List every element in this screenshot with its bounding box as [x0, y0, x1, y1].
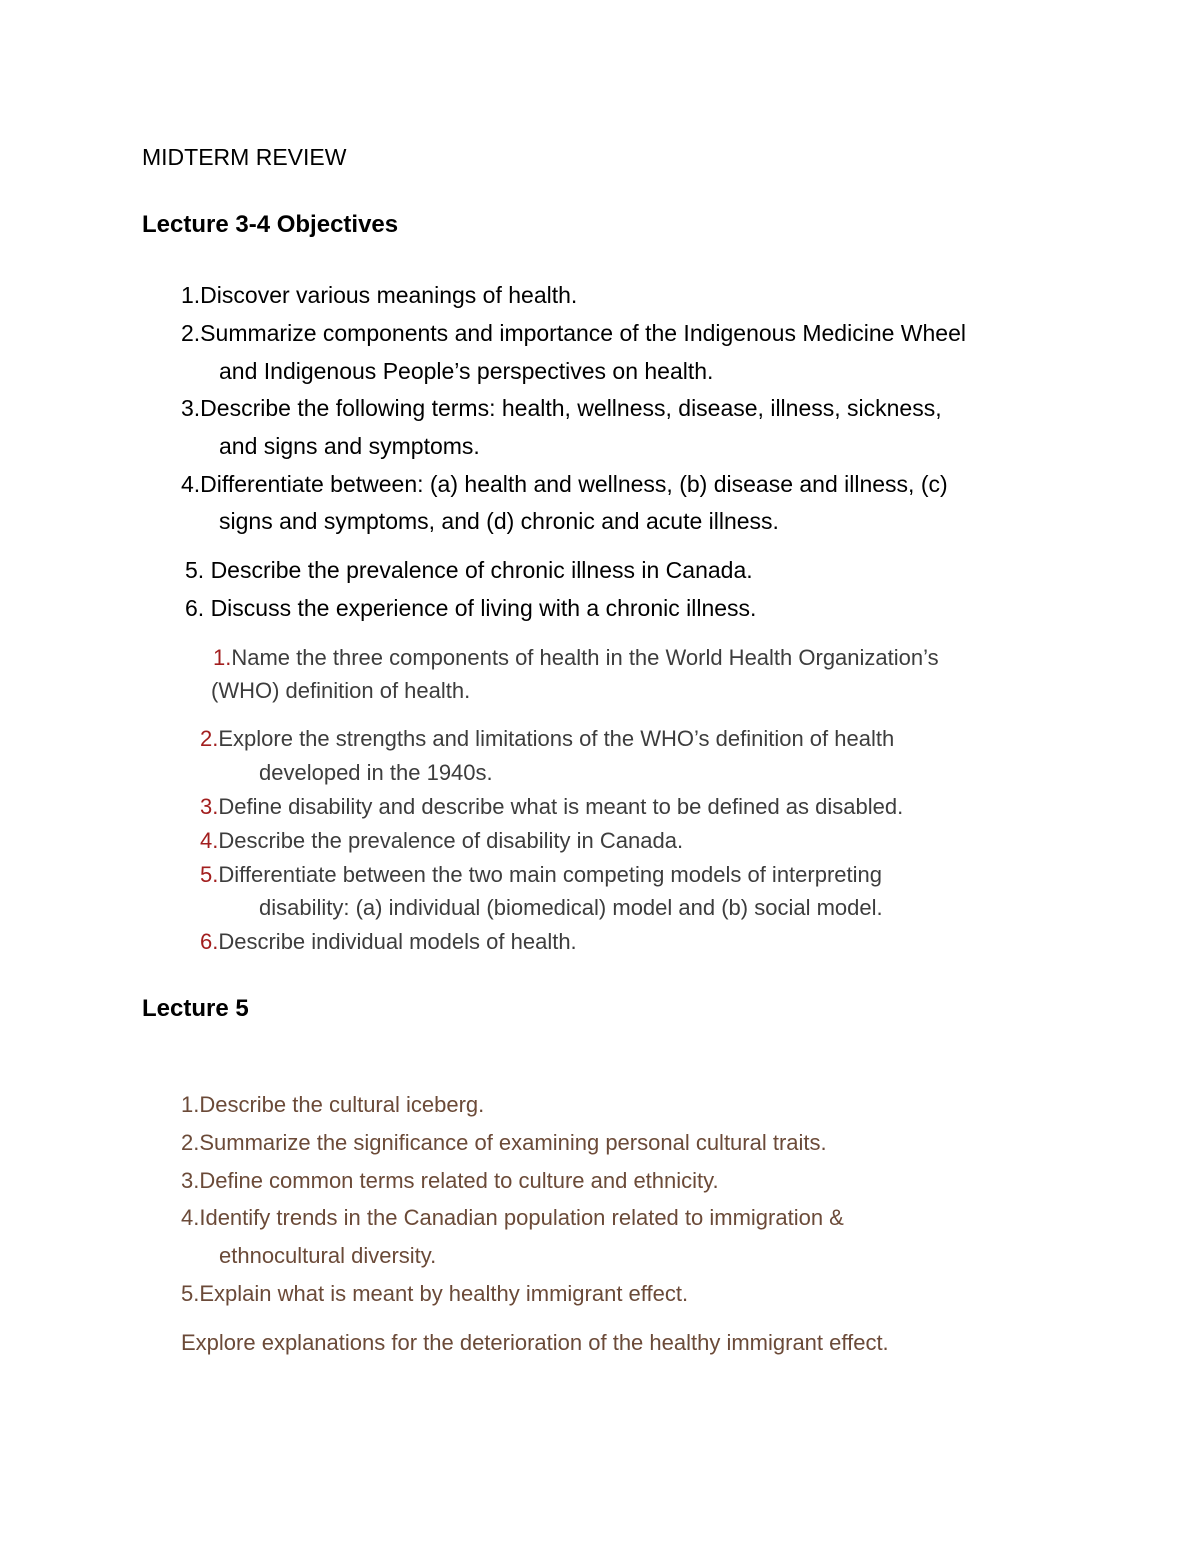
list-item: 2.Summarize components and importance of the Indigenous Medicine Wheel	[181, 320, 966, 346]
list-item: 3.Describe the following terms: health, wellness, disease, illness, sickness,	[181, 395, 942, 421]
list-item	[200, 860, 882, 890]
list-item-continuation: and signs and symptoms.	[219, 433, 480, 459]
item-number: 6.	[200, 929, 219, 954]
list-item: 6. Discuss the experience of living with a chronic illness.	[185, 595, 757, 621]
list-item-continuation: disability: (a) individual (biomedical) model and (b) social model.	[259, 895, 883, 920]
item-text: Describe individual models of health.	[218, 929, 577, 954]
list-item-continuation: signs and symptoms, and (d) chronic and acute illness.	[219, 508, 779, 534]
list-item-continuation: ethnocultural diversity.	[219, 1243, 437, 1268]
list-item: 3.Define common terms related to culture and ethnicity.	[181, 1168, 719, 1193]
section-heading-lecture-5: Lecture 5	[142, 995, 249, 1022]
item-number: 2.	[200, 726, 219, 751]
item-number: 3.	[200, 794, 219, 819]
document-title: MIDTERM REVIEW	[142, 144, 347, 170]
list-item: 1.Describe the cultural iceberg.	[181, 1092, 485, 1117]
list-item-continuation: (WHO) definition of health.	[211, 678, 471, 703]
item-text: Explore the strengths and limitations of the WHO’s definition of health	[218, 726, 895, 751]
list-item: 5. Describe the prevalence of chronic illness in Canada.	[185, 557, 753, 583]
item-number: 5.	[200, 862, 219, 887]
list-item-continuation: developed in the 1940s.	[259, 760, 493, 785]
list-item: 1.Discover various meanings of health.	[181, 282, 578, 308]
list-item: 5.Explain what is meant by healthy immigrant effect.	[181, 1281, 689, 1306]
item-text: Name the three components of health in the World Health Organization’s	[231, 645, 939, 670]
list-item	[213, 643, 939, 673]
list-item: 2.Summarize the significance of examining personal cultural traits.	[181, 1130, 827, 1155]
list-item: 4.Differentiate between: (a) health and wellness, (b) disease and illness, (c)	[181, 471, 948, 497]
list-item	[200, 792, 903, 822]
item-number: 1.	[213, 645, 232, 670]
item-text: Define disability and describe what is meant to be defined as disabled.	[218, 794, 904, 819]
list-item-continuation: and Indigenous People’s perspectives on health.	[219, 358, 714, 384]
extra-objective: Explore explanations for the deterioration of the healthy immigrant effect.	[181, 1330, 889, 1355]
item-text: Differentiate between the two main competing models of interpreting	[218, 862, 882, 887]
list-item	[200, 927, 577, 957]
list-item: 4.Identify trends in the Canadian population related to immigration &	[181, 1205, 844, 1230]
list-item	[200, 724, 894, 754]
list-item	[200, 826, 683, 856]
item-text: Describe the prevalence of disability in Canada.	[218, 828, 684, 853]
item-number: 4.	[200, 828, 219, 853]
section-heading-lecture-3-4: Lecture 3-4 Objectives	[142, 211, 399, 238]
